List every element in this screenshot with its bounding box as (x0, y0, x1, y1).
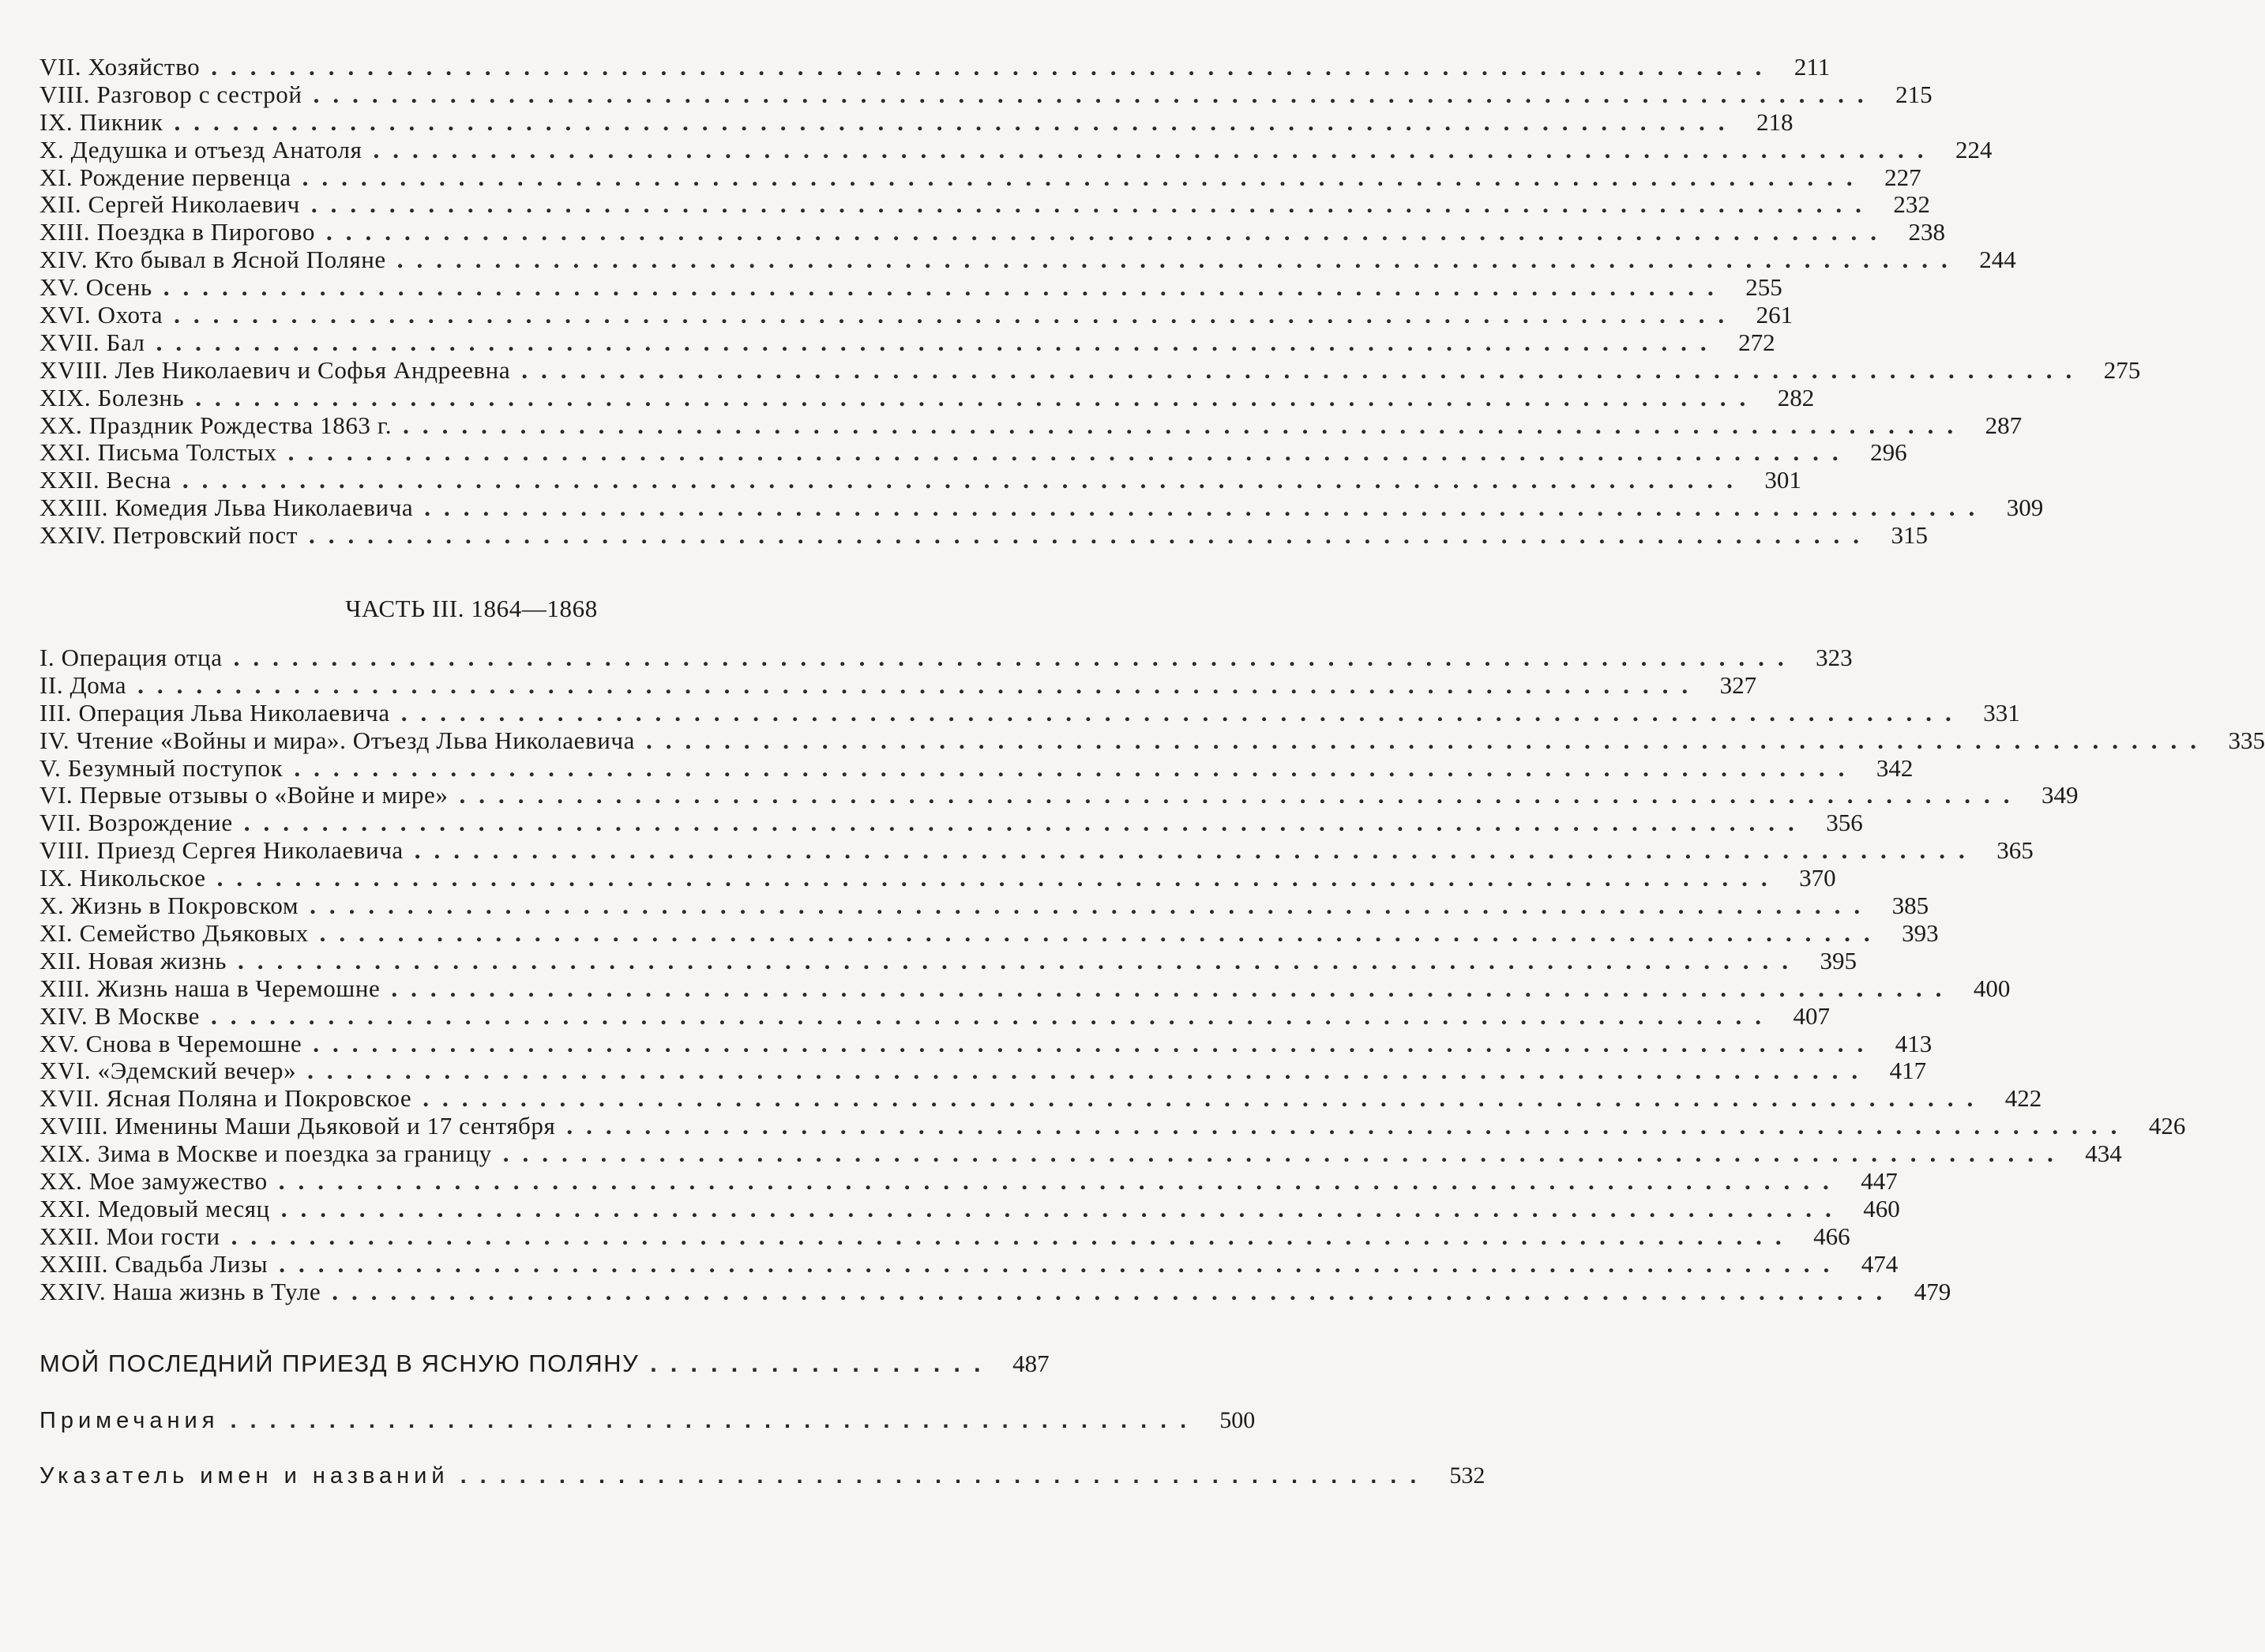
entry-page-number: 327 (1719, 670, 1757, 699)
entry-page-number: 417 (1889, 1057, 1927, 1085)
entry-title: XIII. Жизнь наша в Черемошне (39, 974, 381, 1002)
toc-entry (39, 53, 1831, 81)
entry-title: МОЙ ПОСЛЕДНИЙ ПРИЕЗД В ЯСНУЮ ПОЛЯНУ (39, 1350, 640, 1378)
entry-title: XIII. Поездка в Пирогово (39, 218, 315, 246)
entry-page-number: 282 (1777, 383, 1815, 411)
entry-page-number: 479 (1914, 1277, 1951, 1305)
entry-page-number: 315 (1891, 521, 1929, 550)
part3-heading: ЧАСТЬ III. 1864—1868 (345, 595, 598, 623)
entry-title: XVIII. Лев Николаевич и Софья Андреевна (39, 355, 511, 384)
toc-entry (39, 438, 1907, 467)
entry-title: XVII. Бал (39, 328, 145, 356)
toc-entry (39, 1222, 1850, 1251)
toc-entry (39, 644, 1853, 672)
entry-title: I. Операция отца (39, 644, 223, 672)
entry-title: XXIII. Комедия Льва Николаевича (39, 494, 414, 522)
leader-dots: ................................................................................ (280, 1194, 1845, 1222)
entry-title: V. Безумный поступок (39, 753, 284, 782)
leader-dots: ................................................................................ (325, 218, 1890, 246)
entry-page-number: 385 (1891, 892, 1929, 920)
entry-page-number: 211 (1794, 53, 1831, 81)
leader-dots: ................................................................................ (137, 670, 1702, 699)
leader-dots: ................................................. (460, 1463, 1430, 1489)
leader-dots: ................................................................................ (156, 328, 1720, 356)
entry-page-number: 331 (1983, 698, 2020, 727)
toc-entry (39, 190, 1930, 219)
entry-title: XVII. Ясная Поляна и Покровское (39, 1084, 412, 1113)
leader-dots: ................................................................................ (243, 809, 1808, 837)
part3-chapter-list (39, 644, 2265, 1305)
entry-page-number: 447 (1861, 1166, 1898, 1195)
toc-entry (39, 328, 1775, 357)
toc-entry (39, 753, 1914, 783)
entry-page-number: 218 (1756, 107, 1794, 136)
entry-page-number: 532 (1449, 1462, 1486, 1489)
leader-dots: ................................................................................ (423, 1084, 1987, 1113)
toc-entry (39, 726, 2265, 755)
entry-title: Указатель имен и названий (39, 1463, 449, 1489)
leader-dots: ................................................................................ (459, 781, 2023, 809)
entry-page-number: 413 (1895, 1029, 1933, 1057)
entry-page-number: 275 (2103, 355, 2141, 384)
entry-title: XVI. «Эдемский вечер» (39, 1057, 297, 1085)
leader-dots: ................................................................................ (302, 163, 1866, 191)
entry-title: XIX. Зима в Москве и поездка за границу (39, 1140, 492, 1168)
entry-title: VI. Первые отзывы о «Войне и мире» (39, 781, 449, 809)
entry-title: VIII. Приезд Сергея Николаевича (39, 836, 404, 865)
leader-dots: ................................................................................ (310, 190, 1875, 219)
leader-dots: ................................................................................ (313, 1029, 1877, 1057)
toc-entry (39, 1249, 1899, 1278)
toc-entry (39, 892, 1929, 920)
leader-dots: ................................................................................ (216, 864, 1781, 892)
entry-title: XII. Сергей Николаевич (39, 190, 300, 219)
leader-dots: ................................................................................ (403, 411, 1967, 439)
leader-dots: ................................................................................ (233, 644, 1797, 672)
entry-page-number: 395 (1820, 946, 1857, 974)
toc-entry (39, 670, 1757, 700)
leader-dots: ................................................................................ (211, 53, 1775, 81)
toc-entry (39, 1112, 2186, 1140)
entry-title: IX. Никольское (39, 864, 206, 892)
entry-title: XI. Семейство Дьяковых (39, 918, 309, 947)
table-of-contents-page (39, 53, 2265, 1492)
entry-title: XV. Осень (39, 273, 152, 302)
entry-page-number: 400 (1973, 974, 2011, 1002)
entry-title: XVI. Охота (39, 301, 163, 329)
toc-entry (39, 273, 1782, 302)
entry-title: III. Операция Льва Николаевича (39, 698, 390, 727)
leader-dots: ................................................................................ (400, 698, 1965, 727)
entry-page-number: 224 (1955, 135, 1993, 163)
leader-dots: ................................................................................ (313, 80, 1877, 108)
entry-page-number: 426 (2148, 1112, 2186, 1140)
toc-entry (39, 698, 2020, 727)
entry-page-number: 422 (2004, 1084, 2042, 1113)
entry-page-number: 466 (1813, 1222, 1850, 1250)
leader-dots: ................................................................................ (396, 246, 1961, 274)
entry-page-number: 323 (1816, 644, 1853, 672)
toc-entry (39, 1001, 1830, 1031)
leader-dots: ................................................................................ (521, 355, 2086, 384)
leader-dots: ................................................................................ (424, 494, 1989, 522)
leader-dots: ................................................................................ (279, 1249, 1843, 1278)
toc-entry (39, 1029, 1933, 1058)
toc-entry (39, 246, 2016, 274)
entry-page-number: 393 (1902, 918, 1939, 947)
entry-page-number: 301 (1764, 466, 1801, 494)
entry-page-number: 244 (1979, 246, 2016, 274)
notes-entry (39, 1405, 1256, 1436)
toc-entry (39, 1057, 1927, 1085)
toc-entry (39, 781, 2079, 809)
entry-title: XXI. Медовый месяц (39, 1194, 270, 1222)
entry-title: IV. Чтение «Войны и мира». Отъезд Льва Николаевича (39, 726, 635, 754)
leader-dots: ................................................................................ (210, 1001, 1775, 1030)
leader-dots: ................................................................................ (174, 107, 1738, 136)
toc-entry (39, 1277, 1951, 1306)
entry-title: II. Дома (39, 670, 127, 699)
toc-entry (39, 1140, 2122, 1168)
leader-dots: ................................................................................ (174, 301, 1738, 329)
leader-dots: ................. (650, 1350, 994, 1378)
entry-page-number: 255 (1745, 273, 1782, 302)
entry-title: XXIV. Наша жизнь в Туле (39, 1277, 321, 1305)
entry-page-number: 365 (1996, 836, 2034, 865)
entry-title: X. Дедушка и отъезд Анатоля (39, 135, 362, 163)
entry-page-number: 356 (1826, 809, 1863, 837)
toc-entry (39, 411, 2023, 440)
toc-entry (39, 80, 1933, 109)
entry-page-number: 500 (1219, 1407, 1256, 1434)
entry-title: XXIV. Петровский пост (39, 521, 299, 550)
entry-title: X. Жизнь в Покровском (39, 892, 299, 920)
leader-dots: ................................................................................ (307, 1057, 1872, 1085)
toc-entry (39, 383, 1815, 412)
toc-entry (39, 836, 2034, 865)
entry-title: Примечания (39, 1408, 220, 1434)
leader-dots: ................................................................................ (309, 521, 1873, 550)
leader-dots: ................................................................................ (287, 438, 1852, 467)
toc-entry (39, 809, 1863, 837)
toc-entry (39, 163, 1921, 192)
entry-title: XVIII. Именины Маши Дьяковой и 17 сентября (39, 1112, 556, 1140)
toc-entry (39, 494, 2044, 522)
entry-page-number: 232 (1893, 190, 1930, 219)
leader-dots: ................................................................................ (238, 946, 1801, 974)
entry-page-number: 407 (1793, 1001, 1830, 1030)
entry-title: XIX. Болезнь (39, 383, 185, 411)
entry-page-number: 215 (1895, 80, 1933, 108)
entry-page-number: 238 (1908, 218, 1945, 246)
final-chapter-entry (39, 1348, 1050, 1380)
entry-page-number: 474 (1861, 1249, 1899, 1278)
toc-entry (39, 355, 2141, 385)
entry-title: XII. Новая жизнь (39, 946, 227, 974)
toc-entry (39, 218, 1945, 246)
entry-title: XXI. Письма Толстых (39, 438, 277, 467)
toc-entry (39, 107, 1794, 137)
entry-page-number: 434 (2085, 1140, 2122, 1168)
leader-dots: ................................................................................ (391, 974, 1955, 1002)
entry-title: VIII. Разговор с сестрой (39, 80, 302, 108)
entry-title: VII. Возрождение (39, 809, 233, 837)
entry-title: XXIII. Свадьба Лизы (39, 1249, 269, 1278)
toc-entry (39, 974, 2011, 1003)
leader-dots: ................................................................................ (566, 1112, 2131, 1140)
toc-entry (39, 521, 1929, 550)
entry-page-number: 370 (1799, 864, 1836, 892)
entry-page-number: 227 (1884, 163, 1921, 191)
leader-dots: ................................................................................ (319, 918, 1884, 947)
entry-page-number: 335 (2228, 726, 2265, 754)
entry-page-number: 342 (1876, 753, 1914, 782)
toc-entry (39, 466, 1801, 494)
entry-title: XIV. Кто бывал в Ясной Поляне (39, 246, 386, 274)
entry-title: XX. Мое замужество (39, 1166, 268, 1195)
entry-title: XXII. Мои гости (39, 1222, 220, 1250)
toc-entry (39, 918, 1939, 948)
toc-entry (39, 1166, 1898, 1196)
entry-page-number: 487 (1012, 1350, 1050, 1378)
entry-page-number: 287 (1985, 411, 2023, 439)
entry-title: XXII. Весна (39, 466, 171, 494)
entry-title: XIV. В Москве (39, 1001, 200, 1030)
entry-page-number: 272 (1738, 328, 1775, 356)
leader-dots: ................................................................................ (294, 753, 1858, 782)
toc-entry (39, 301, 1794, 329)
leader-dots: ................................................................................ (182, 466, 1746, 494)
entry-page-number: 460 (1863, 1194, 1900, 1222)
toc-entry (39, 864, 1836, 892)
toc-entry (39, 1194, 1900, 1223)
leader-dots: ................................................................................ (373, 135, 1937, 163)
leader-dots: ................................................................................ (645, 726, 2210, 754)
leader-dots: ................................................................................ (414, 836, 1978, 865)
entry-title: IX. Пикник (39, 107, 163, 136)
leader-dots: ................................................................................ (231, 1222, 1795, 1250)
leader-dots: ................................................................................ (163, 273, 1727, 302)
toc-entry (39, 135, 1993, 164)
entry-page-number: 309 (2006, 494, 2044, 522)
leader-dots: ................................................................................ (195, 383, 1760, 411)
leader-dots: ................................................................................ (310, 892, 1874, 920)
leader-dots: ................................................. (230, 1408, 1200, 1434)
entry-title: XI. Рождение первенца (39, 163, 291, 191)
part2-chapter-list (39, 53, 2141, 550)
entry-title: VII. Хозяйство (39, 53, 201, 81)
index-entry (39, 1460, 1486, 1492)
entry-title: XV. Снова в Черемошне (39, 1029, 302, 1057)
toc-entry (39, 946, 1857, 975)
entry-page-number: 261 (1756, 301, 1794, 329)
entry-title: XX. Праздник Рождества 1863 г. (39, 411, 393, 439)
entry-page-number: 296 (1870, 438, 1907, 467)
leader-dots: ................................................................................ (278, 1166, 1842, 1195)
toc-entry (39, 1084, 2042, 1113)
leader-dots: ................................................................................ (332, 1277, 1896, 1305)
leader-dots: ................................................................................ (502, 1140, 2067, 1168)
entry-page-number: 349 (2041, 781, 2079, 809)
